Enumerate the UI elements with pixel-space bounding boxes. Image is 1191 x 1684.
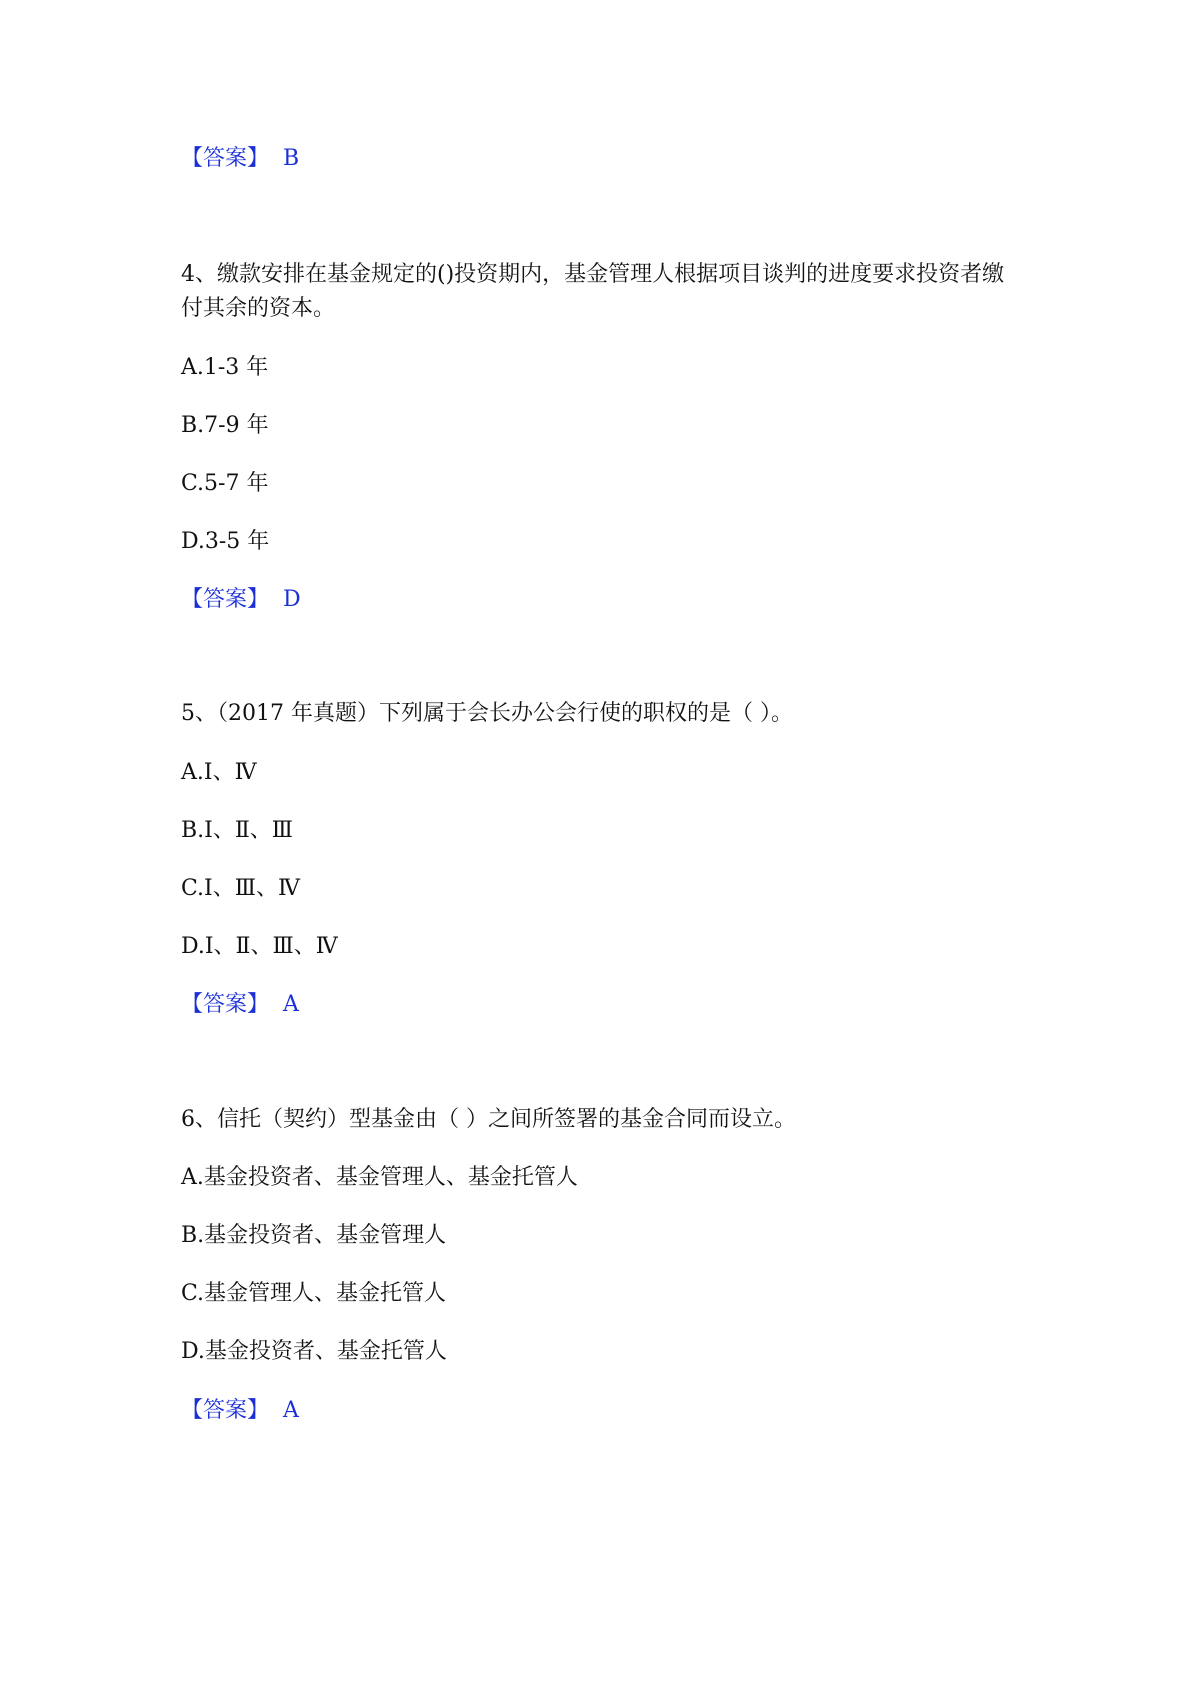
option-a: A.基金投资者、基金管理人、基金托管人 (181, 1165, 578, 1190)
answer-row (181, 1395, 299, 1427)
option-c: C.基金管理人、基金托管人 (181, 1281, 447, 1306)
option-a: A.Ⅰ、Ⅳ (181, 760, 257, 785)
option-a: A.1-3 年 (181, 355, 269, 380)
answer-value: A (283, 992, 299, 1017)
answer-value: A (283, 1398, 299, 1423)
answer-row (181, 143, 299, 175)
answer-label: 【答案】 (181, 146, 270, 171)
option-d: D.3-5 年 (181, 529, 270, 554)
answer-row (181, 584, 301, 616)
option-c: C.Ⅰ、Ⅲ、Ⅳ (181, 876, 300, 901)
question-text: 4、缴款安排在基金规定的()投资期内，基金管理人根据项目谈判的进度要求投资者缴付其余的资本。 (181, 262, 1005, 321)
question-text: 6、信托（契约）型基金由（ ）之间所签署的基金合同而设立。 (181, 1107, 796, 1132)
answer-value: B (283, 146, 300, 171)
answer-value: D (283, 587, 301, 612)
option-d: D.基金投资者、基金托管人 (181, 1339, 447, 1364)
option-b: B.7-9 年 (181, 413, 269, 438)
option-b: B.基金投资者、基金管理人 (181, 1223, 447, 1248)
answer-row (181, 989, 299, 1021)
answer-label: 【答案】 (181, 1398, 270, 1423)
answer-label: 【答案】 (181, 587, 270, 612)
option-d: D.Ⅰ、Ⅱ、Ⅲ、Ⅳ (181, 934, 338, 959)
option-c: C.5-7 年 (181, 471, 269, 496)
question-text: 5、（2017 年真题）下列属于会长办公会行使的职权的是（ ）。 (181, 701, 793, 726)
answer-label: 【答案】 (181, 992, 270, 1017)
option-b: B.Ⅰ、Ⅱ、Ⅲ (181, 818, 294, 843)
